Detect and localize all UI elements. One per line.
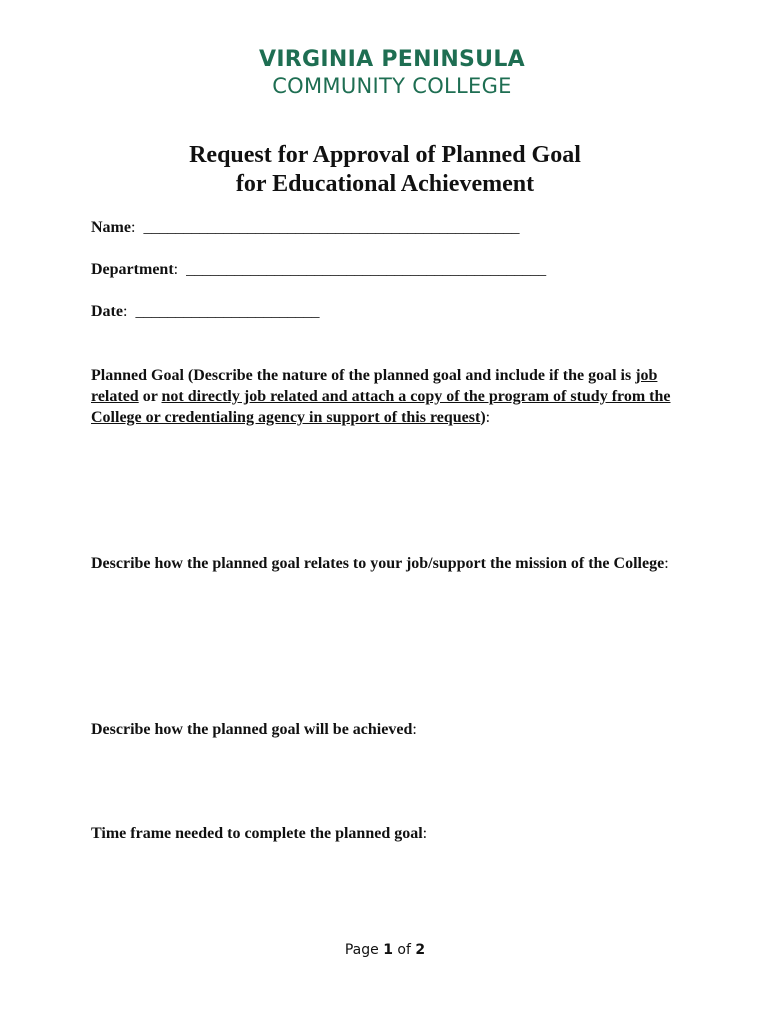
department-field[interactable] <box>91 261 546 279</box>
close-paren: ) <box>480 409 486 426</box>
department-label: Department <box>91 261 174 278</box>
date-blank-line[interactable]: _______________________ <box>135 303 320 320</box>
mission-colon: : <box>664 555 669 572</box>
planned-goal-intro: Planned Goal (Describe the nature of the planned goal and include if the goal is <box>91 367 636 384</box>
timeframe-colon: : <box>422 825 428 842</box>
page-number-footer <box>0 942 770 958</box>
name-blank-line[interactable]: _______________________________________________ <box>143 219 520 236</box>
department-colon: : <box>173 261 179 278</box>
college-logo <box>0 49 770 97</box>
current-page-number: 1 <box>383 942 393 958</box>
logo-line-1: VIRGINIA PENINSULA <box>259 47 525 72</box>
job-related-text: job related <box>91 367 658 405</box>
page-word: Page <box>344 942 379 958</box>
name-label: Name <box>91 219 131 236</box>
logo-line-2: COMMUNITY COLLEGE <box>272 74 512 98</box>
planned-goal-section <box>91 365 681 428</box>
total-page-number: 2 <box>415 942 426 958</box>
timeframe-section <box>91 823 681 844</box>
mission-prompt: Describe how the planned goal relates to your job/support the mission of the College <box>91 555 665 572</box>
mission-section <box>91 553 681 574</box>
of-word: of <box>397 942 411 958</box>
planned-goal-colon: : <box>485 409 491 426</box>
name-field[interactable] <box>91 219 519 237</box>
not-directly-text: not directly job related and attach a copy of the program of study from the College or credentialing agency in support of this request <box>91 388 671 426</box>
date-field[interactable] <box>91 303 319 321</box>
achieved-prompt: Describe how the planned goal will be achieved <box>91 721 413 738</box>
timeframe-prompt: Time frame needed to complete the planned goal <box>91 825 423 842</box>
or-text: or <box>138 388 162 405</box>
achieved-colon: : <box>412 721 417 738</box>
title-line-2: for Educational Achievement <box>235 171 535 197</box>
department-blank-line[interactable]: _____________________________________________ <box>186 261 547 278</box>
achieved-section <box>91 719 681 740</box>
title-line-1: Request for Approval of Planned Goal <box>189 142 581 168</box>
date-colon: : <box>122 303 128 320</box>
document-title <box>0 141 770 199</box>
date-label: Date <box>91 303 123 320</box>
name-colon: : <box>130 219 136 236</box>
